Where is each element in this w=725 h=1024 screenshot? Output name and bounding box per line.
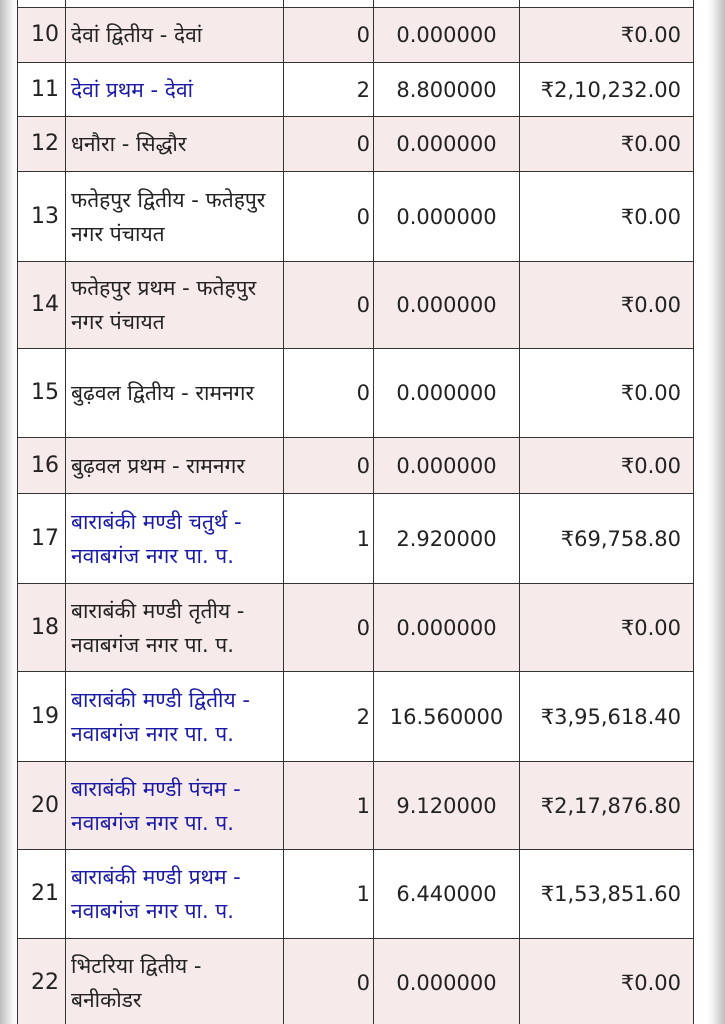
market-name-cell: फतेहपुर द्वितीय - फतेहपुर नगर पंचायत <box>66 172 284 262</box>
count-cell: 1 <box>284 762 374 850</box>
serial-number-cell: 22 <box>18 939 66 1024</box>
market-name-cell: बाराबंकी मण्डी तृतीय - नवाबगंज नगर पा. प. <box>66 584 284 672</box>
area-cell: 9.120000 <box>374 762 520 850</box>
area-cell: 0.000000 <box>374 262 520 349</box>
cell-empty <box>66 0 284 8</box>
market-name-link[interactable]: बाराबंकी मण्डी पंचम - नवाबगंज नगर पा. प. <box>66 762 284 850</box>
amount-cell: ₹0.00 <box>520 939 694 1024</box>
market-name-link[interactable]: बाराबंकी मण्डी द्वितीय - नवाबगंज नगर पा. प. <box>66 672 284 762</box>
table-row <box>18 762 694 850</box>
serial-number-cell: 14 <box>18 262 66 349</box>
serial-number-cell: 11 <box>18 63 66 117</box>
count-cell: 0 <box>284 349 374 438</box>
area-cell: 8.800000 <box>374 63 520 117</box>
area-cell: 0.000000 <box>374 172 520 262</box>
market-name-cell: भिटरिया द्वितीय - बनीकोडर <box>66 939 284 1024</box>
left-edge-shadow <box>0 0 18 1024</box>
amount-cell: ₹1,53,851.60 <box>520 850 694 939</box>
market-name-cell: बुढ़वल प्रथम - रामनगर <box>66 438 284 494</box>
table-row <box>18 117 694 172</box>
table-row <box>18 584 694 672</box>
amount-cell: ₹2,10,232.00 <box>520 63 694 117</box>
area-cell: 6.440000 <box>374 850 520 939</box>
amount-cell: ₹3,95,618.40 <box>520 672 694 762</box>
market-name-cell: धनौरा - सिद्धौर <box>66 117 284 172</box>
count-cell: 0 <box>284 262 374 349</box>
amount-cell: ₹69,758.80 <box>520 494 694 584</box>
amount-cell: ₹0.00 <box>520 438 694 494</box>
table-row <box>18 8 694 63</box>
count-cell: 0 <box>284 8 374 63</box>
count-cell: 2 <box>284 63 374 117</box>
right-edge-shadow <box>707 0 725 1024</box>
amount-cell: ₹2,17,876.80 <box>520 762 694 850</box>
area-cell: 16.560000 <box>374 672 520 762</box>
amount-cell: ₹0.00 <box>520 172 694 262</box>
serial-number-cell: 20 <box>18 762 66 850</box>
serial-number-cell: 17 <box>18 494 66 584</box>
market-name-link[interactable]: देवां प्रथम - देवां <box>66 63 284 117</box>
serial-number-cell: 15 <box>18 349 66 438</box>
serial-number-cell: 10 <box>18 8 66 63</box>
count-cell: 0 <box>284 172 374 262</box>
cell-empty <box>284 0 374 8</box>
area-cell: 0.000000 <box>374 117 520 172</box>
table-row <box>18 438 694 494</box>
market-name-cell: फतेहपुर प्रथम - फतेहपुर नगर पंचायत <box>66 262 284 349</box>
count-cell: 0 <box>284 117 374 172</box>
amount-cell: ₹0.00 <box>520 262 694 349</box>
table-row <box>18 850 694 939</box>
serial-number-cell: 21 <box>18 850 66 939</box>
table-row <box>18 349 694 438</box>
table-row <box>18 63 694 117</box>
serial-number-cell: 12 <box>18 117 66 172</box>
cell-empty <box>18 0 66 8</box>
serial-number-cell: 19 <box>18 672 66 762</box>
market-data-table <box>17 0 694 1024</box>
table-row <box>18 672 694 762</box>
cell-empty <box>374 0 520 8</box>
market-name-cell: बुढ़वल द्वितीय - रामनगर <box>66 349 284 438</box>
market-name-link[interactable]: बाराबंकी मण्डी प्रथम - नवाबगंज नगर पा. प. <box>66 850 284 939</box>
count-cell: 2 <box>284 672 374 762</box>
count-cell: 1 <box>284 494 374 584</box>
amount-cell: ₹0.00 <box>520 117 694 172</box>
area-cell: 0.000000 <box>374 939 520 1024</box>
area-cell: 2.920000 <box>374 494 520 584</box>
count-cell: 0 <box>284 584 374 672</box>
table-row <box>18 494 694 584</box>
amount-cell: ₹0.00 <box>520 349 694 438</box>
table-row <box>18 939 694 1024</box>
area-cell: 0.000000 <box>374 438 520 494</box>
table-row <box>18 172 694 262</box>
count-cell: 0 <box>284 438 374 494</box>
area-cell: 0.000000 <box>374 584 520 672</box>
amount-cell: ₹0.00 <box>520 584 694 672</box>
count-cell: 1 <box>284 850 374 939</box>
count-cell: 0 <box>284 939 374 1024</box>
table-row <box>18 262 694 349</box>
market-name-link[interactable]: बाराबंकी मण्डी चतुर्थ - नवाबगंज नगर पा. प. <box>66 494 284 584</box>
table-body <box>18 0 694 1024</box>
serial-number-cell: 16 <box>18 438 66 494</box>
cell-empty <box>520 0 694 8</box>
serial-number-cell: 13 <box>18 172 66 262</box>
area-cell: 0.000000 <box>374 8 520 63</box>
serial-number-cell: 18 <box>18 584 66 672</box>
area-cell: 0.000000 <box>374 349 520 438</box>
amount-cell: ₹0.00 <box>520 8 694 63</box>
market-name-cell: देवां द्वितीय - देवां <box>66 8 284 63</box>
table-row-partial <box>18 0 694 8</box>
